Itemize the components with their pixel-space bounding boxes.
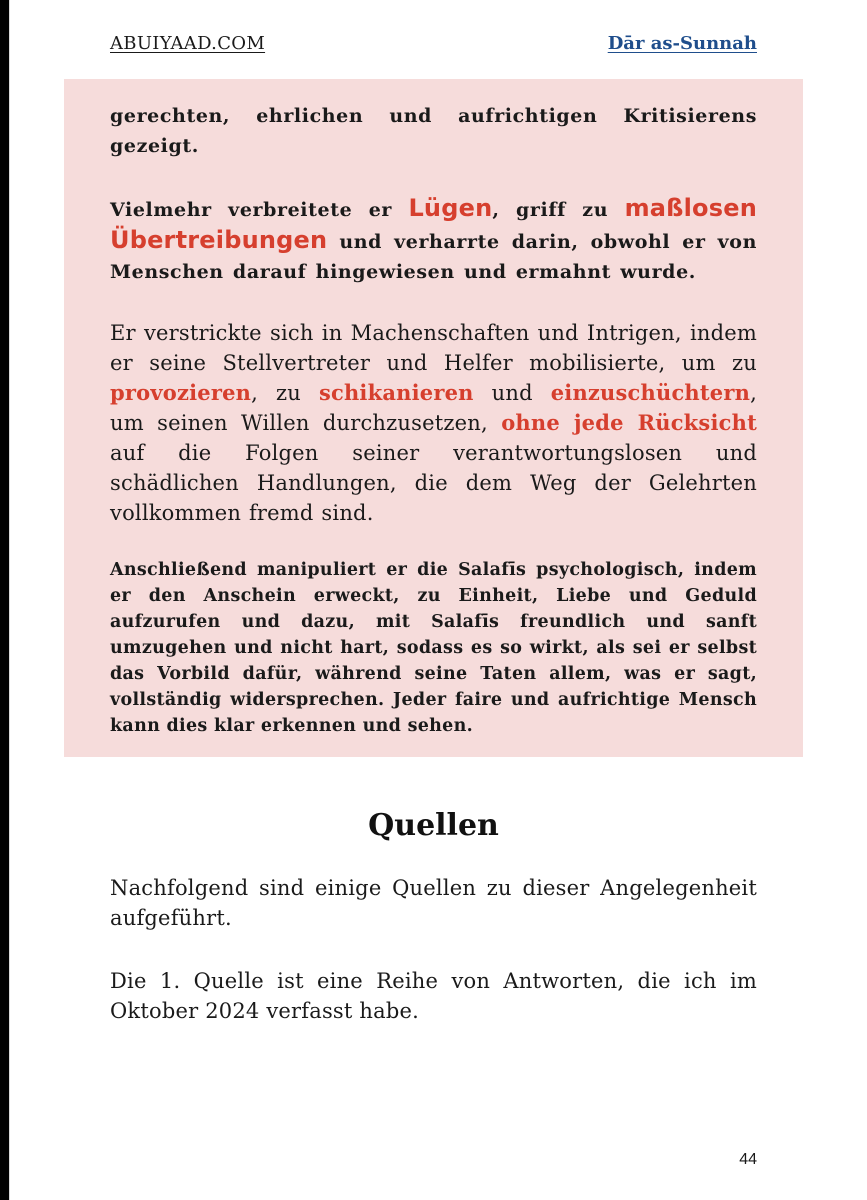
emphasis-text: ohne jede Rücksicht — [501, 410, 757, 435]
emphasis-text: einzuschüchtern — [550, 380, 751, 405]
page-number: 44 — [739, 1151, 757, 1168]
callout-paragraph-1: gerechten, ehrlichen und aufrichtigen Kritisierens gezeigt. — [110, 105, 757, 157]
viewer-left-edge — [0, 0, 9, 1200]
page-border — [9, 0, 10, 1200]
body-paragraph-2: Die 1. Quelle ist eine Reihe von Antworten, die ich im Oktober 2024 verfasst habe. — [110, 969, 757, 1023]
callout-paragraph-4: Anschließend manipuliert er die Salafīs psychologisch, indem er den Anschein erweckt, zu Einheit, Liebe und Geduld aufzurufen und dazu, mit Salafīs freundlich und sanft umzugehen und nicht hart, sodass es so wirkt, als sei er selbst das Vorbild dafür, während seine Taten allem, was er sagt, vollständig widersprechen. Jeder faire und aufrichtige Mensch kann dies klar erkennen und sehen. — [110, 560, 757, 736]
publisher-link[interactable]: Dār as-Sunnah — [607, 33, 757, 54]
callout-paragraph-3 — [110, 318, 757, 528]
emphasis-text: schikanieren — [318, 380, 474, 405]
text-run: , zu — [251, 381, 319, 405]
text-run: , um seinen Willen durchzusetzen, — [110, 381, 757, 435]
text-run: , griff zu — [492, 199, 625, 221]
text-run: Vielmehr verbreitete er — [110, 199, 409, 221]
emphasis-text: provozieren — [110, 380, 252, 405]
text-run: und verharrte darin, obwohl er von Menschen darauf hingewiesen und ermahnt wurde. — [110, 231, 757, 283]
text-run: und — [473, 381, 551, 405]
text-run: Er verstrickte sich in Machenschaften und Intrigen, indem er seine Stellvertreter und Helfer mobilisierte, um zu — [110, 321, 757, 375]
text-run: auf die Folgen seiner verantwortungslosen und schädlichen Handlungen, die dem Weg der Gelehrten vollkommen fremd sind. — [110, 441, 757, 525]
site-link[interactable]: ABUIYAAD.COM — [110, 33, 266, 54]
emphasis-text: maßlosen Übertreibungen — [110, 194, 757, 254]
callout-paragraph-2 — [110, 193, 757, 287]
section-heading: Quellen — [368, 808, 499, 843]
emphasis-text: Lügen — [408, 194, 493, 222]
body-paragraph-1: Nachfolgend sind einige Quellen zu dieser Angelegenheit aufgeführt. — [110, 876, 757, 930]
